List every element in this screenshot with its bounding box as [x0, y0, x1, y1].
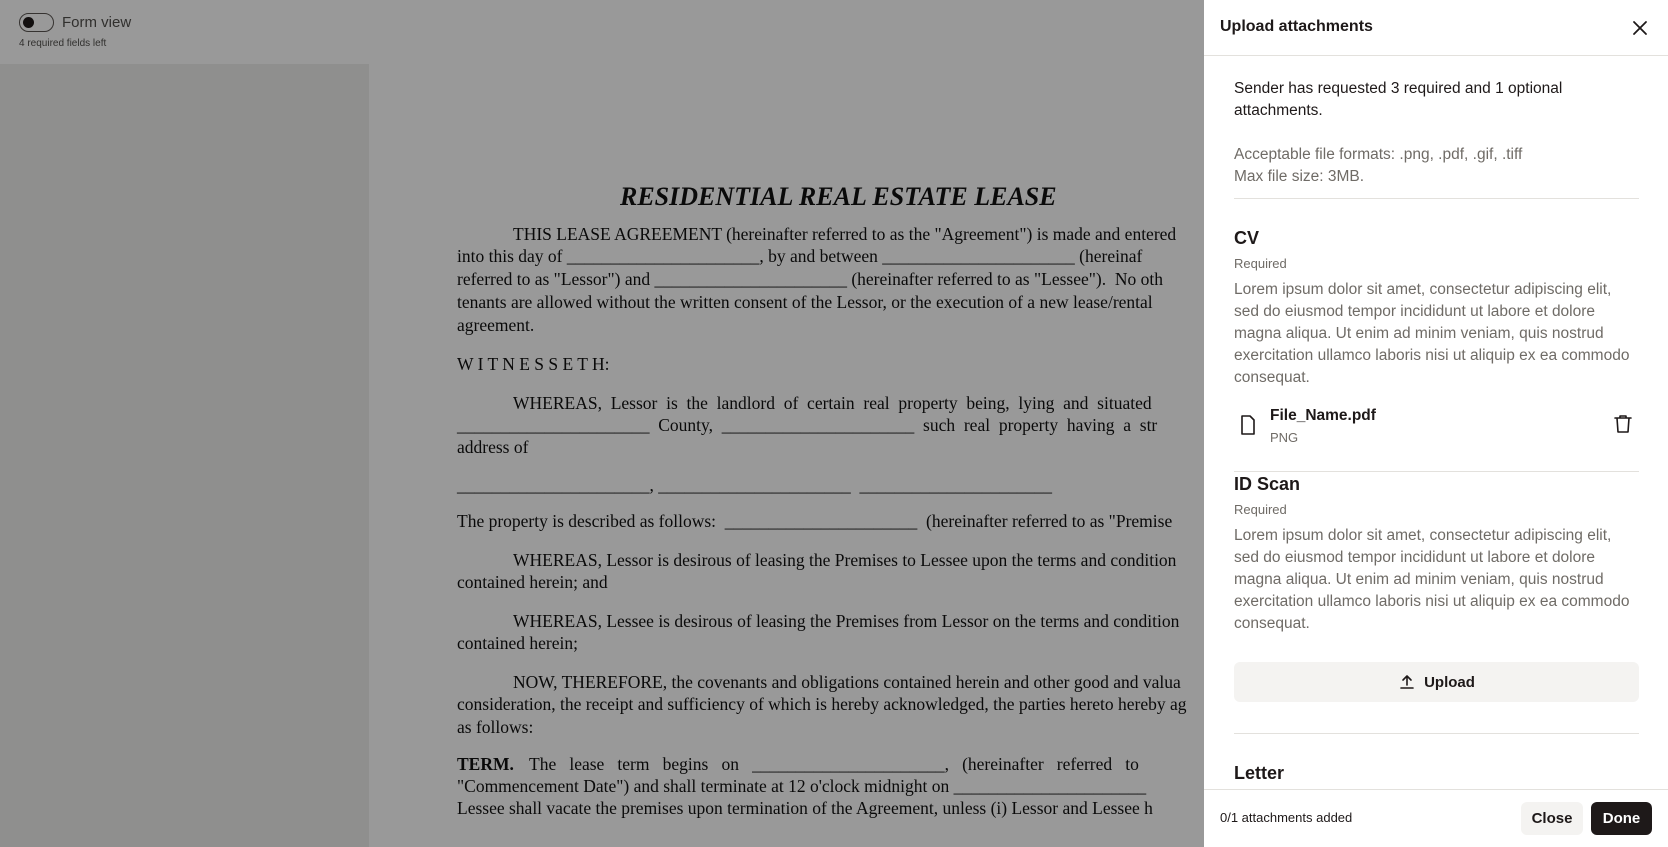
file-name: File_Name.pdf — [1270, 407, 1376, 424]
divider — [1234, 471, 1639, 472]
close-button[interactable]: Close — [1521, 802, 1583, 835]
close-icon[interactable] — [1628, 16, 1652, 40]
document-line: The lease term begins on ______________________, (hereinafter referred to — [529, 754, 1139, 774]
drawer-body[interactable] — [1204, 57, 1668, 789]
upload-attachments-drawer — [1204, 0, 1668, 847]
section-title-id-scan: ID Scan — [1234, 474, 1301, 494]
section-title-cv: CV — [1234, 228, 1260, 248]
document-line: into this day of ______________________, by and between ______________________ (hereinaf — [457, 246, 1143, 266]
upload-button-content — [1234, 662, 1639, 702]
divider — [1234, 733, 1639, 734]
document-line: ______________________ County, ______________________ such real property having a str — [457, 415, 1158, 435]
section-title-letter: Letter — [1234, 763, 1285, 783]
document-line: WHEREAS, Lessor is the landlord of certain real property being, lying and situated — [513, 393, 1152, 413]
document-line: THIS LEASE AGREEMENT (hereinafter referred to as the "Agreement") is made and entered — [513, 224, 1177, 244]
document-title: RESIDENTIAL REAL ESTATE LEASE — [620, 182, 1057, 211]
upload-button[interactable] — [1234, 662, 1639, 702]
document-line: TERM. — [457, 754, 514, 774]
drawer-header — [1204, 0, 1668, 56]
document-line: WHEREAS, Lessee is desirous of leasing the Premises from Lessor on the terms and condition — [513, 611, 1180, 631]
drawer-footer — [1204, 789, 1668, 847]
section-requirement-cv: Required — [1234, 256, 1287, 271]
document-line: contained herein; — [457, 633, 578, 653]
document-line: address of — [457, 437, 529, 457]
required-fields-counter: 4 required fields left — [19, 38, 107, 49]
document-line: contained herein; and — [457, 572, 608, 592]
file-requirements — [1234, 144, 1634, 188]
file-icon — [1238, 414, 1258, 436]
document-line: W I T N E S S E T H: — [457, 354, 610, 374]
document-line: referred to as "Lessor") and ______________________ (hereinafter referred to as "Lessee"). No oth — [457, 269, 1163, 289]
formats-line: Acceptable file formats: .png, .pdf, .gif, .tiff — [1234, 146, 1523, 163]
upload-label: Upload — [1424, 673, 1475, 691]
divider — [1234, 198, 1639, 199]
document-line: tenants are allowed without the written consent of the Lessor, or the execution of a new lease/rental — [457, 292, 1153, 312]
done-button[interactable]: Done — [1591, 802, 1652, 835]
upload-icon — [1398, 673, 1416, 691]
section-description-id-scan: Lorem ipsum dolor sit amet, consectetur adipiscing elit, sed do eiusmod tempor incididunt ut labore et dolore magna aliqua. Ut enim ad minim veniam, quis nostrud exercitation ullamco laboris nisi ut aliquip ex ea commodo consequat. — [1234, 527, 1630, 632]
drawer-title: Upload attachments — [1220, 18, 1373, 35]
document-line: The property is described as follows: ______________________ (hereinafter referred to as "Premise — [457, 511, 1173, 531]
section-description-cv: Lorem ipsum dolor sit amet, consectetur adipiscing elit, sed do eiusmod tempor incididunt ut labore et dolore magna aliqua. Ut enim ad minim veniam, quis nostrud exercitation ullamco laboris nisi ut aliquip ex ea commodo consequat. — [1234, 281, 1630, 386]
attachments-status: 0/1 attachments added — [1220, 810, 1353, 825]
document-line: Lessee shall vacate the premises upon termination of the Agreement, unless (i) Lessor and Lessee h — [457, 798, 1153, 818]
document-line: consideration, the receipt and sufficiency of which is hereby acknowledged, the parties hereto hereby ag — [457, 694, 1187, 714]
document-line: "Commencement Date") and shall terminate at 12 o'clock midnight on ______________________ — [457, 776, 1147, 796]
document-line: WHEREAS, Lessor is desirous of leasing the Premises to Lessee upon the terms and condition — [513, 550, 1177, 570]
section-requirement-id-scan: Required — [1234, 502, 1287, 517]
form-view-label: Form view — [62, 14, 132, 31]
attached-file-row — [1234, 402, 1639, 452]
file-type: PNG — [1270, 430, 1299, 445]
trash-icon[interactable] — [1612, 413, 1634, 435]
intro-text: Sender has requested 3 required and 1 optional attachments. — [1234, 80, 1563, 119]
document-line: NOW, THEREFORE, the covenants and obligations contained herein and other good and valua — [513, 672, 1181, 692]
document-line: as follows: — [457, 717, 534, 737]
document-line: agreement. — [457, 315, 535, 335]
max-size-line: Max file size: 3MB. — [1234, 168, 1365, 185]
document-line: ______________________, ______________________ ______________________ — [457, 475, 1052, 495]
